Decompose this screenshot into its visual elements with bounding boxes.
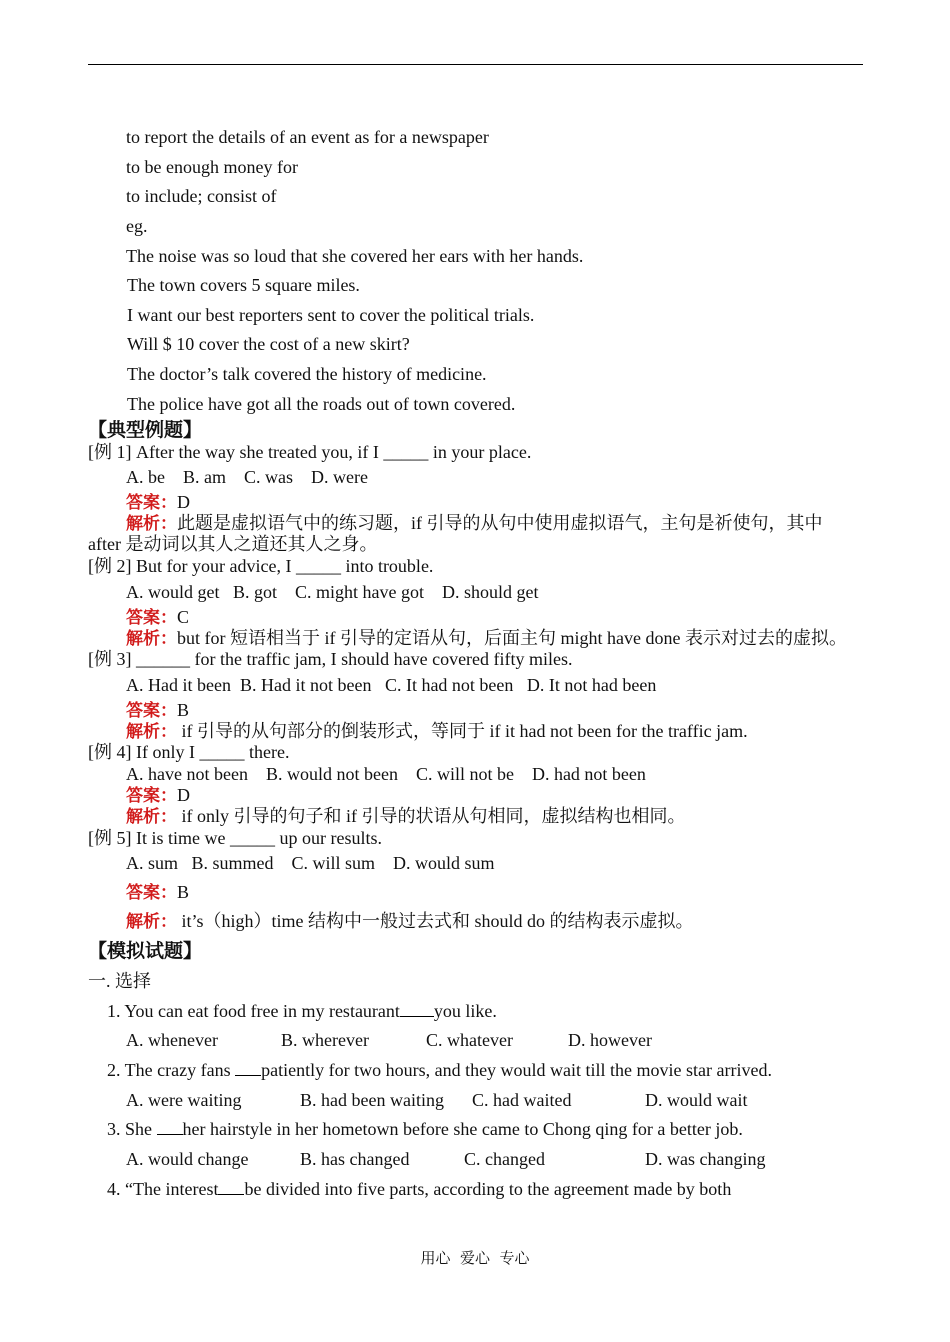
analysis-line bbox=[126, 720, 748, 743]
example-question: [例 5] It is time we _____ up our results. bbox=[88, 828, 382, 848]
analysis-line bbox=[126, 512, 823, 535]
option-a: A. would change bbox=[126, 1149, 249, 1169]
answer-label: 答案： bbox=[126, 701, 177, 721]
option-c: C. had waited bbox=[472, 1090, 572, 1110]
analysis-text: 此题是虚拟语气中的练习题，if 引导的从句中使用虚拟语气，主句是祈使句，其中 bbox=[177, 513, 823, 533]
answer-label: 答案： bbox=[126, 608, 177, 628]
option-a: A. whenever bbox=[126, 1030, 218, 1050]
answer-line bbox=[126, 881, 189, 904]
analysis-label: 解析： bbox=[126, 722, 177, 742]
answer-value: D bbox=[177, 785, 190, 805]
analysis-label: 解析： bbox=[126, 912, 177, 932]
answer-line bbox=[126, 699, 189, 722]
example-sentence: I want our best reporters sent to cover the political trials. bbox=[127, 305, 535, 325]
analysis-label: 解析： bbox=[126, 629, 177, 649]
answer-value: C bbox=[177, 607, 190, 627]
question-stem bbox=[107, 1059, 772, 1081]
page-footer: 用心 爱心 专心 bbox=[420, 1249, 530, 1267]
answer-line bbox=[126, 784, 190, 807]
answer-line bbox=[126, 491, 190, 514]
example-options: A. would get B. got C. might have got D. should get bbox=[126, 582, 539, 602]
option-d: D. would wait bbox=[645, 1090, 748, 1110]
answer-blank bbox=[218, 1180, 244, 1195]
mock-heading: 【模拟试题】 bbox=[88, 940, 203, 962]
analysis-line bbox=[126, 805, 686, 828]
question-stem bbox=[107, 1118, 743, 1140]
example-sentence: Will $ 10 cover the cost of a new skirt? bbox=[127, 334, 410, 354]
question-text: her hairstyle in her hometown before she came to Chong qing for a better job. bbox=[182, 1119, 743, 1139]
example-options: A. sum B. summed C. will sum D. would sum bbox=[126, 853, 495, 873]
example-sentence: The town covers 5 square miles. bbox=[127, 275, 360, 295]
example-question: [例 3] ______ for the traffic jam, I should have covered fifty miles. bbox=[88, 649, 573, 669]
option-c: C. changed bbox=[464, 1149, 545, 1169]
analysis-text: if 引导的从句部分的倒装形式，等同于 if it had not been for the traffic jam. bbox=[177, 721, 748, 741]
question-text: patiently for two hours, and they would wait till the movie star arrived. bbox=[261, 1060, 772, 1080]
answer-blank bbox=[400, 1002, 434, 1017]
question-text: 4. “The interest bbox=[107, 1179, 219, 1199]
analysis-label: 解析： bbox=[126, 807, 177, 827]
analysis-label: 解析： bbox=[126, 514, 177, 534]
answer-label: 答案： bbox=[126, 883, 177, 903]
example-options: A. have not been B. would not been C. will not be D. had not been bbox=[126, 764, 646, 784]
answer-label: 答案： bbox=[126, 493, 177, 513]
example-question: [例 4] If only I _____ there. bbox=[88, 742, 290, 762]
definition-line: to be enough money for bbox=[126, 157, 298, 177]
option-b: B. has changed bbox=[300, 1149, 410, 1169]
analysis-line bbox=[126, 910, 694, 933]
example-options: A. be B. am C. was D. were bbox=[126, 467, 368, 487]
question-stem bbox=[107, 1000, 497, 1022]
example-sentence: The police have got all the roads out of town covered. bbox=[127, 394, 516, 414]
answer-blank bbox=[235, 1061, 261, 1076]
example-options: A. Had it been B. Had it not been C. It had not been D. It not had been bbox=[126, 675, 657, 695]
example-sentence: The noise was so loud that she covered her ears with her hands. bbox=[126, 246, 584, 266]
option-b: B. wherever bbox=[281, 1030, 369, 1050]
analysis-continuation: after 是动词以其人之道还其人之身。 bbox=[88, 534, 378, 554]
question-text: you like. bbox=[433, 1001, 497, 1021]
question-text: be divided into five parts, according to the agreement made by both bbox=[244, 1179, 732, 1199]
answer-line bbox=[126, 606, 189, 629]
answer-value: B bbox=[177, 700, 190, 720]
option-d: D. was changing bbox=[645, 1149, 766, 1169]
definition-line: to report the details of an event as for a newspaper bbox=[126, 127, 489, 147]
example-question: [例 2] But for your advice, I _____ into trouble. bbox=[88, 556, 434, 576]
question-text: 3. She bbox=[107, 1119, 157, 1139]
answer-blank bbox=[157, 1120, 183, 1135]
section-title: 一. 选择 bbox=[88, 971, 151, 991]
answer-value: D bbox=[177, 492, 190, 512]
question-stem bbox=[107, 1178, 731, 1200]
option-d: D. however bbox=[568, 1030, 652, 1050]
analysis-text: but for 短语相当于 if 引导的定语从句，后面主句 might have done 表示对过去的虚拟。 bbox=[177, 628, 847, 648]
option-a: A. were waiting bbox=[126, 1090, 242, 1110]
example-question: [例 1] After the way she treated you, if I _____ in your place. bbox=[88, 442, 532, 462]
example-sentence: The doctor’s talk covered the history of medicine. bbox=[127, 364, 487, 384]
analysis-text: if only 引导的句子和 if 引导的状语从句相同，虚拟结构也相同。 bbox=[177, 806, 686, 826]
analysis-text: it’s（high）time 结构中一般过去式和 should do 的结构表示虚拟。 bbox=[177, 911, 694, 931]
answer-value: B bbox=[177, 882, 190, 902]
definition-line: to include; consist of bbox=[126, 186, 277, 206]
question-text: 1. You can eat food free in my restaurant bbox=[107, 1001, 400, 1021]
option-b: B. had been waiting bbox=[300, 1090, 444, 1110]
question-text: 2. The crazy fans bbox=[107, 1060, 236, 1080]
answer-label: 答案： bbox=[126, 786, 177, 806]
analysis-line bbox=[126, 627, 847, 650]
option-c: C. whatever bbox=[426, 1030, 513, 1050]
eg-label: eg. bbox=[126, 216, 148, 236]
examples-heading: 【典型例题】 bbox=[88, 419, 203, 441]
header-rule bbox=[88, 64, 863, 65]
